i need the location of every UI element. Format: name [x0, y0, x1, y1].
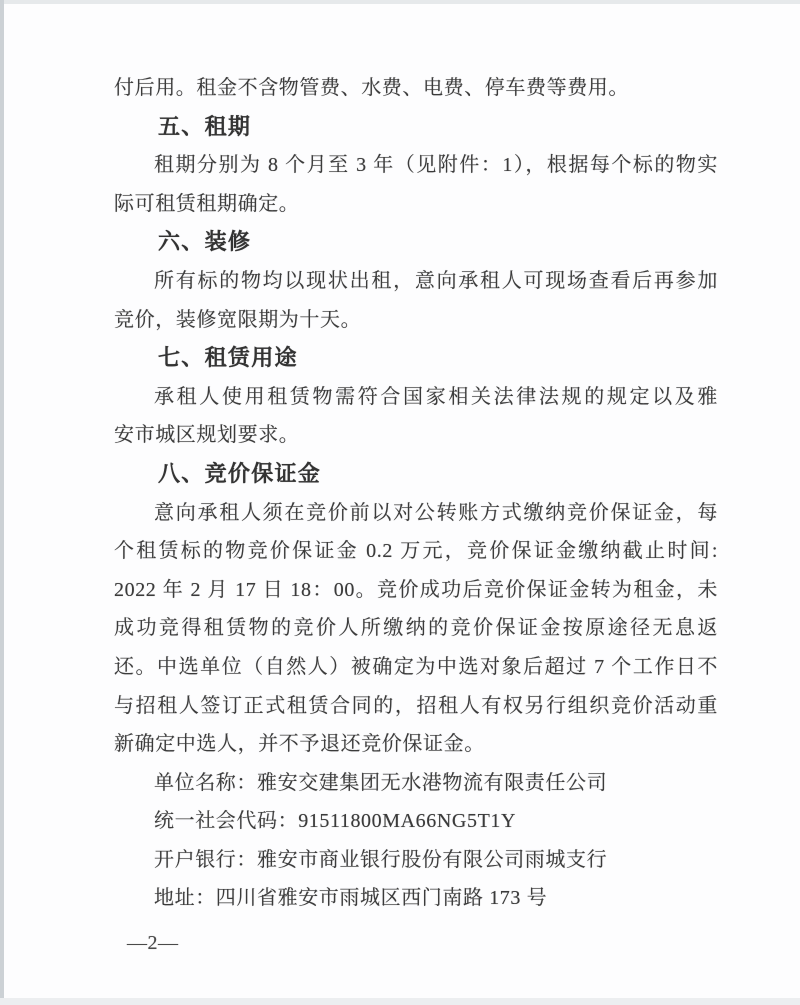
text-line: 个租赁标的物竞价保证金 0.2 万元，竞价保证金缴纳截止时间: [114, 540, 718, 563]
heading-section-7: 七、租赁用途 [158, 345, 298, 371]
page-number: —2— [127, 932, 179, 954]
heading-section-6: 六、装修 [158, 229, 252, 255]
credit-code-line: 统一社会代码：91511800MA66NG5T1Y [154, 810, 517, 833]
company-name-line: 单位名称：雅安交建集团无水港物流有限责任公司 [154, 771, 608, 794]
scan-edge-left [0, 0, 4, 1005]
text-line: 与招租人签订正式租赁合同的，招租人有权另行组织竞价活动重 [114, 694, 718, 717]
text-line: 际可租赁租期确定。 [114, 192, 300, 215]
text-line: 租期分别为 8 个月至 3 年（见附件：1），根据每个标的物实 [154, 154, 718, 177]
text-line: 新确定中选人，并不予退还竞价保证金。 [114, 733, 485, 756]
text-line: 竞价，装修宽限期为十天。 [114, 308, 362, 331]
text-line: 安市城区规划要求。 [114, 424, 300, 447]
text-line: 2022 年 2 月 17 日 18：00。竞价成功后竞价保证金转为租金，未 [114, 578, 718, 601]
text-line: 意向承租人须在竞价前以对公转账方式缴纳竞价保证金，每 [154, 501, 718, 524]
text-line: 成功竞得租赁物的竞价人所缴纳的竞价保证金按原途径无息返 [114, 617, 718, 640]
address-line: 地址：四川省雅安市雨城区西门南路 173 号 [154, 887, 548, 910]
bank-line: 开户银行：雅安市商业银行股份有限公司雨城支行 [154, 848, 608, 871]
text-line: 付后用。租金不含物管费、水费、电费、停车费等费用。 [114, 77, 629, 99]
scan-edge-top [0, 0, 800, 4]
text-line: 承租人使用租赁物需符合国家相关法律法规的规定以及雅 [154, 385, 718, 408]
document-body [114, 69, 718, 918]
text-line: 还。中选单位（自然人）被确定为中选对象后超过 7 个工作日不 [114, 655, 718, 678]
scan-edge-bottom [0, 998, 800, 1005]
text-line: 所有标的物均以现状出租，意向承租人可现场查看后再参加 [154, 269, 718, 292]
heading-section-5: 五、租期 [158, 113, 252, 139]
heading-section-8: 八、竞价保证金 [158, 460, 322, 486]
